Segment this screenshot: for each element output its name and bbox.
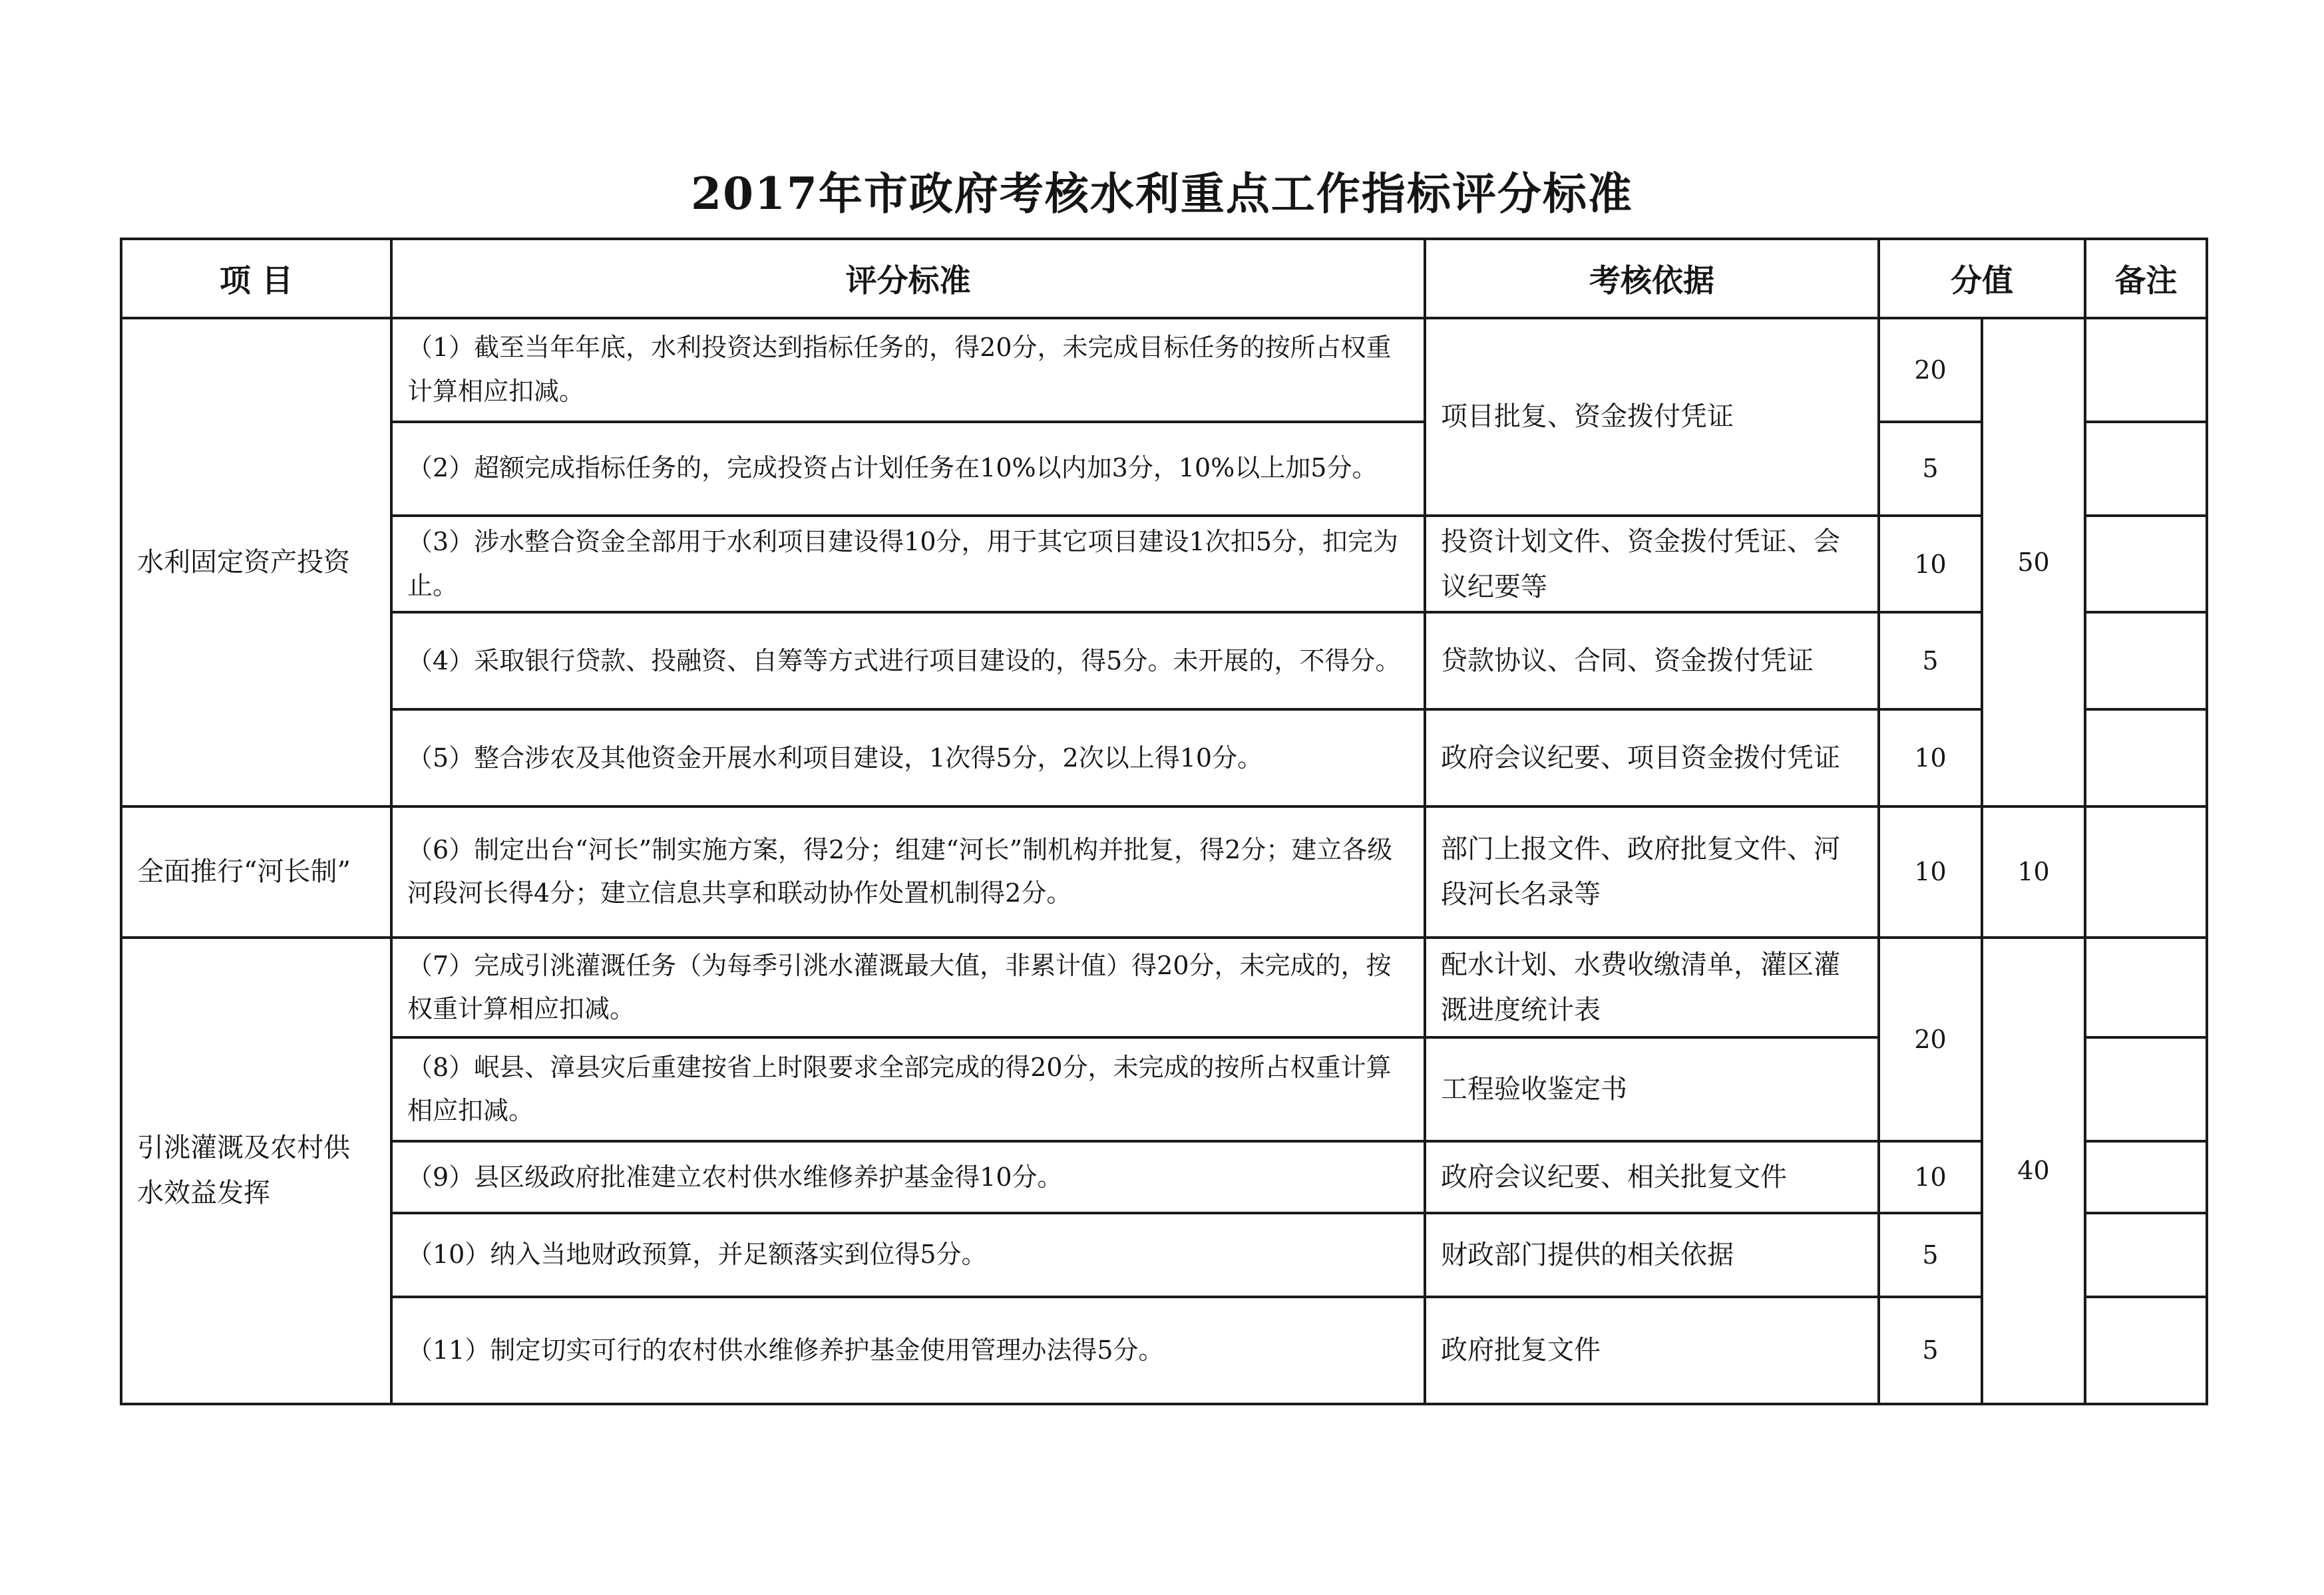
group-total-cell: 40 xyxy=(1982,938,2085,1404)
basis-cell: 项目批复、资金拨付凭证 xyxy=(1425,318,1879,516)
item-cell: 水利固定资产投资 xyxy=(121,318,391,807)
criteria-cell: （5）整合涉农及其他资金开展水利项目建设，1次得5分，2次以上得10分。 xyxy=(391,709,1425,806)
criteria-cell: （7）完成引洮灌溉任务（为每季引洮水灌溉最大值，非累计值）得20分，未完成的，按权重计算相应扣减。 xyxy=(391,938,1425,1038)
table-row xyxy=(121,806,2207,937)
remark-cell xyxy=(2085,516,2207,613)
remark-cell xyxy=(2085,612,2207,709)
remark-cell xyxy=(2085,318,2207,422)
header-score: 分值 xyxy=(1879,239,2085,318)
criteria-cell: （1）截至当年年底，水利投资达到指标任务的，得20分，未完成目标任务的按所占权重计算相应扣减。 xyxy=(391,318,1425,422)
criteria-cell: （2）超额完成指标任务的，完成投资占计划任务在10%以内加3分，10%以上加5分。 xyxy=(391,422,1425,516)
table-row xyxy=(121,516,2207,613)
remark-cell xyxy=(2085,1141,2207,1213)
table-row xyxy=(121,938,2207,1038)
basis-cell: 政府会议纪要、相关批复文件 xyxy=(1425,1141,1879,1213)
table-row xyxy=(121,1213,2207,1297)
score-cell: 5 xyxy=(1879,422,1982,516)
table-row xyxy=(121,1297,2207,1404)
basis-cell: 投资计划文件、资金拨付凭证、会议纪要等 xyxy=(1425,516,1879,613)
basis-cell: 配水计划、水费收缴清单，灌区灌溉进度统计表 xyxy=(1425,938,1879,1038)
header-basis: 考核依据 xyxy=(1425,239,1879,318)
remark-cell xyxy=(2085,1213,2207,1297)
score-cell: 10 xyxy=(1879,806,1982,937)
criteria-cell: （4）采取银行贷款、投融资、自筹等方式进行项目建设的，得5分。未开展的，不得分。 xyxy=(391,612,1425,709)
score-cell: 20 xyxy=(1879,318,1982,422)
table-row xyxy=(121,1141,2207,1213)
basis-cell: 财政部门提供的相关依据 xyxy=(1425,1213,1879,1297)
criteria-cell: （9）县区级政府批准建立农村供水维修养护基金得10分。 xyxy=(391,1141,1425,1213)
remark-cell xyxy=(2085,1297,2207,1404)
basis-cell: 工程验收鉴定书 xyxy=(1425,1037,1879,1141)
basis-cell: 部门上报文件、政府批复文件、河段河长名录等 xyxy=(1425,806,1879,937)
score-cell: 5 xyxy=(1879,1213,1982,1297)
criteria-cell: （8）岷县、漳县灾后重建按省上时限要求全部完成的得20分，未完成的按所占权重计算相应扣减。 xyxy=(391,1037,1425,1141)
criteria-cell: （6）制定出台“河长”制实施方案，得2分；组建“河长”制机构并批复，得2分；建立各级河段河长得4分；建立信息共享和联动协作处置机制得2分。 xyxy=(391,806,1425,937)
table-row xyxy=(121,318,2207,422)
score-cell: 5 xyxy=(1879,612,1982,709)
document-title: 2017年市政府考核水利重点工作指标评分标准 xyxy=(691,168,1633,220)
scoring-table xyxy=(120,238,2208,1405)
table-row xyxy=(121,709,2207,806)
criteria-cell: （10）纳入当地财政预算，并足额落实到位得5分。 xyxy=(391,1213,1425,1297)
group-total-cell: 10 xyxy=(1982,806,2085,937)
criteria-cell: （11）制定切实可行的农村供水维修养护基金使用管理办法得5分。 xyxy=(391,1297,1425,1404)
header-item: 项 目 xyxy=(121,239,391,318)
header-remark: 备注 xyxy=(2085,239,2207,318)
score-cell: 10 xyxy=(1879,1141,1982,1213)
remark-cell xyxy=(2085,709,2207,806)
table-row xyxy=(121,422,2207,516)
table-header-row xyxy=(121,239,2207,318)
basis-cell: 政府批复文件 xyxy=(1425,1297,1879,1404)
basis-cell: 政府会议纪要、项目资金拨付凭证 xyxy=(1425,709,1879,806)
score-cell: 5 xyxy=(1879,1297,1982,1404)
remark-cell xyxy=(2085,806,2207,937)
item-cell: 全面推行“河长制” xyxy=(121,806,391,937)
score-cell: 10 xyxy=(1879,516,1982,613)
criteria-cell: （3）涉水整合资金全部用于水利项目建设得10分，用于其它项目建设1次扣5分，扣完为止。 xyxy=(391,516,1425,613)
table-row xyxy=(121,612,2207,709)
remark-cell xyxy=(2085,938,2207,1038)
score-cell: 10 xyxy=(1879,709,1982,806)
score-cell: 20 xyxy=(1879,938,1982,1142)
remark-cell xyxy=(2085,1037,2207,1141)
remark-cell xyxy=(2085,422,2207,516)
basis-cell: 贷款协议、合同、资金拨付凭证 xyxy=(1425,612,1879,709)
header-criteria: 评分标准 xyxy=(391,239,1425,318)
group-total-cell: 50 xyxy=(1982,318,2085,807)
item-cell: 引洮灌溉及农村供水效益发挥 xyxy=(121,938,391,1404)
